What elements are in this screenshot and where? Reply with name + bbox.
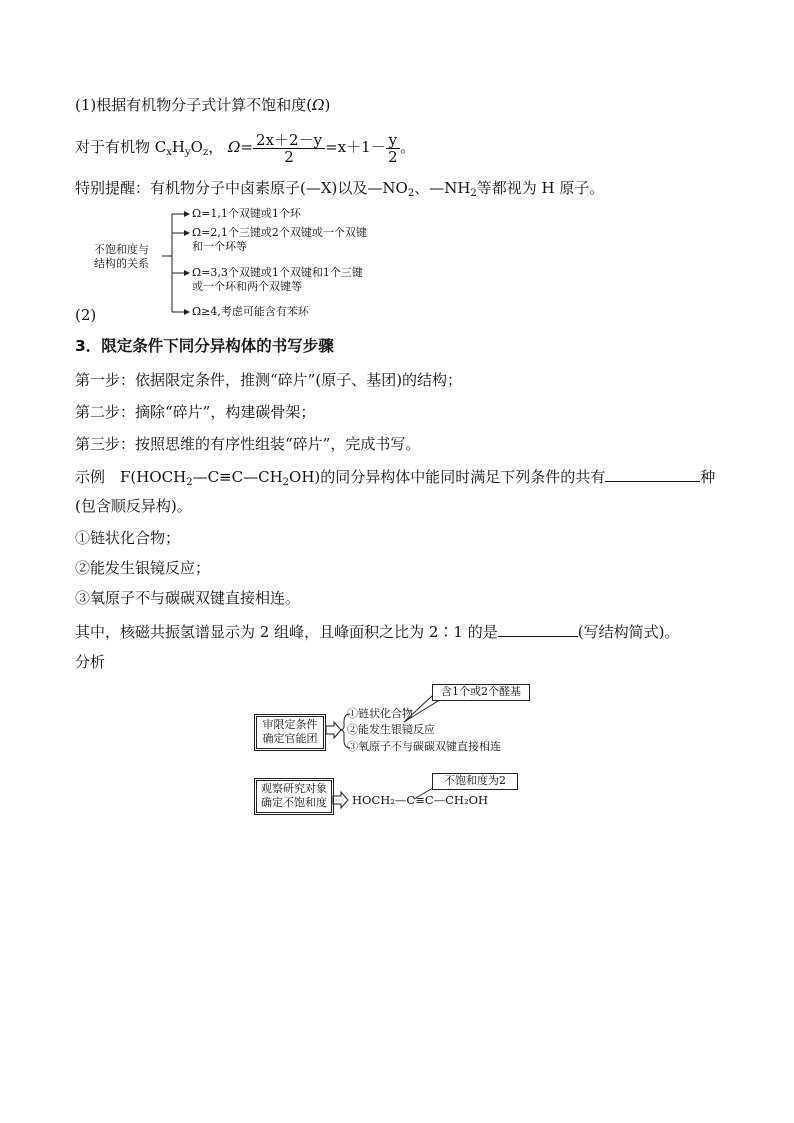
analysis-condition-2: ②能发生银镜反应 [347,723,435,736]
relation-item-2: Ω=2,1个三键或2个双键或一个双键 和一个环等 [192,226,367,253]
step-box-functional-groups: 审限定条件 确定官能团 [254,714,326,751]
nmr-question: 其中，核磁共振氢谱显示为 2 组峰，且峰面积之比为 2∶1 的是 (写结构简式)。 [75,620,679,642]
step-box-unsaturation: 观察研究对象 确定不饱和度 [254,778,334,815]
diagram-label: 不饱和度与 结构的关系 [94,243,149,270]
callout-unsaturation: 不饱和度为2 [432,773,518,790]
step-2: 第二步：摘除“碎片”，构建碳骨架； [75,403,316,421]
relation-item-4: Ω≥4,考虑可能含有苯环 [192,305,309,318]
analysis-formula: HOCH₂—C≡C—CH₂OH [352,793,489,807]
condition-1: ①链状化合物； [75,529,181,547]
condition-3: ③氧原子不与碳碳双键直接相连。 [75,589,301,607]
example-question: 示例 $F(HOCH_2—C\equiv C—CH_2OH)$的同分异构体中能同时满足下列条件的共有 种 [75,465,715,487]
item-number-2: (2) [75,306,97,324]
fraction-1: $\frac{2x+2-y}{2}$ [253,132,325,165]
analysis-label: 分析 [75,653,106,671]
callout-aldehyde: 含1个或2个醛基 [432,684,530,701]
special-tip: 特别提醒：有机物分子中卤素原子(—X)以及$—NO_2$、$—NH_2$等都视为 H 原子。 [75,179,605,199]
condition-2: ②能发生银镜反应； [75,559,211,577]
example-question-line2: (包含顺反异构)。 [75,497,192,515]
fraction-2: $\frac{y}{2}$ [386,132,400,165]
section-1-title: (1)根据有机物分子式计算不饱和度(Ω) [75,96,331,114]
step-1: 第一步：依据限定条件，推测“碎片”(原子、基团)的结构； [75,371,463,389]
relation-item-1: Ω=1,1个双键或1个环 [192,207,301,220]
analysis-condition-1: ①链状化合物 [347,707,413,720]
relation-item-3: Ω=3,3个双键或1个双键和1个三键 或一个环和两个双键等 [192,266,363,293]
section-3-heading: 3．限定条件下同分异构体的书写步骤 [75,337,334,355]
analysis-condition-3: ③氧原子不与碳碳双键直接相连 [347,740,501,753]
step-3: 第三步：按照思维的有序性组装“碎片”，完成书写。 [75,435,421,453]
unsaturation-formula: 对于有机物 $C_xH_yO_z$， Ω= $\frac{2x+2-y}{2}$ =x＋1－ $\frac{y}{2}$ 。 [75,130,416,166]
